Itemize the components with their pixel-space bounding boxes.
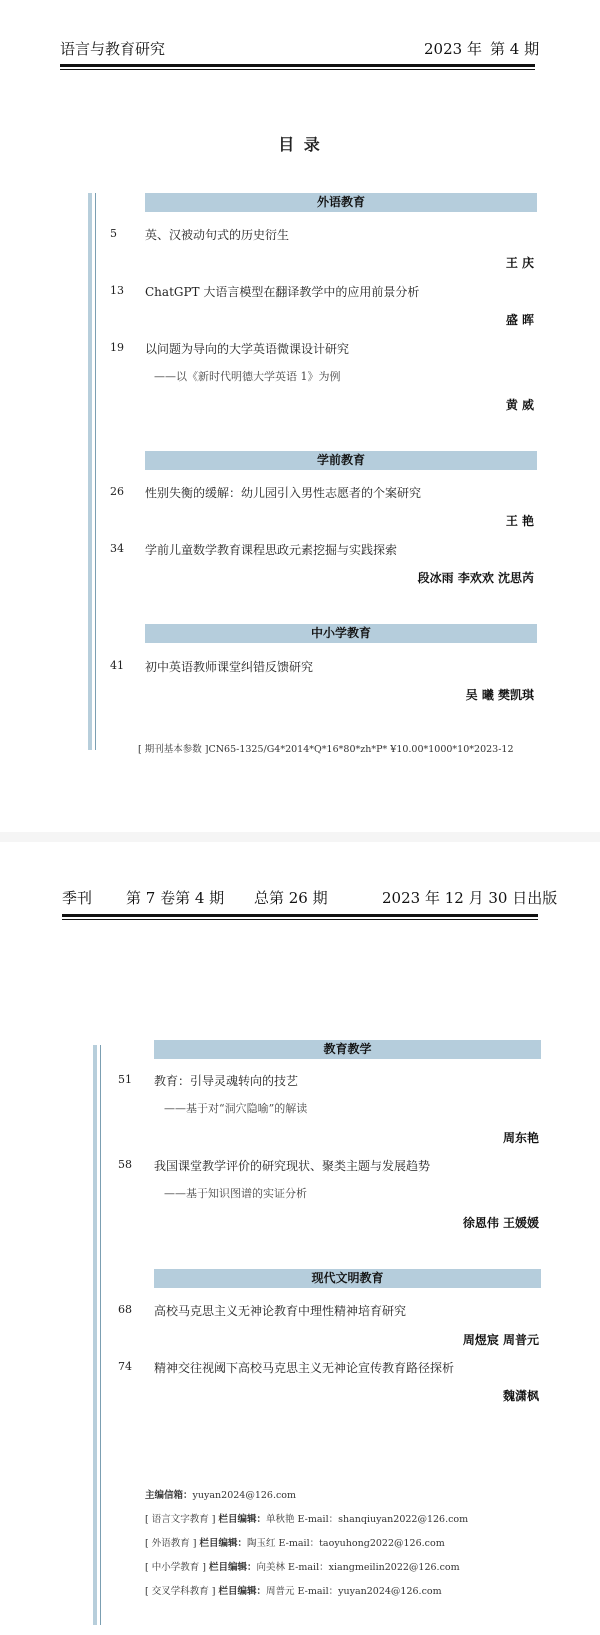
entry-authors: 周东艳 [502, 1131, 539, 1145]
column-editor-label: 栏目编辑： [208, 1562, 257, 1573]
editor-name: 周普元 [266, 1586, 295, 1597]
header-rule-thick [60, 64, 535, 67]
entry-authors: 黄 威 [505, 398, 534, 412]
entry-authors: 吴 曦 樊凯琪 [465, 688, 534, 702]
column-name: [ 中小学教育 ] [145, 1562, 209, 1573]
column-editor-label: 栏目编辑： [218, 1586, 266, 1597]
entry-page-number: 41 [110, 659, 124, 672]
header-total-issue: 总第 26 期 [254, 889, 328, 907]
editor-email[interactable]: E-mail：yuyan2024@126.com [297, 1586, 442, 1597]
section-header: 中小学教育 [145, 624, 537, 643]
entry-subtitle: ——基于对“洞穴隐喻”的解读 [164, 1102, 308, 1115]
column-name: [ 外语教育 ] [145, 1538, 200, 1549]
entry-page-number: 34 [110, 542, 124, 555]
decorative-side-bar [93, 1045, 97, 1625]
entry-title[interactable]: 英、汉被动句式的历史衍生 [145, 228, 290, 242]
entry-page-number: 19 [110, 341, 124, 354]
entry-authors: 王 庆 [505, 256, 534, 270]
entry-page-number: 51 [118, 1073, 132, 1086]
column-editor-label: 栏目编辑： [218, 1514, 266, 1525]
editor-email[interactable]: E-mail：shanqiuyan2022@126.com [297, 1514, 469, 1525]
column-name: [ 交叉学科教育 ] [145, 1586, 219, 1597]
column-editor-contact [145, 1583, 442, 1597]
entry-subtitle: ——基于知识图谱的实证分析 [164, 1187, 307, 1200]
editor-email[interactable]: E-mail：taoyuhong2022@126.com [278, 1538, 445, 1549]
entry-page-number: 74 [118, 1360, 132, 1373]
entry-authors: 王 艳 [505, 514, 534, 528]
entry-title[interactable]: 性别失衡的缓解：幼儿园引入男性志愿者的个案研究 [145, 486, 422, 500]
entry-page-number: 68 [118, 1303, 132, 1316]
entry-title[interactable]: 学前儿童数学教育课程思政元素挖掘与实践探索 [145, 543, 398, 557]
chief-editor-contact [145, 1487, 296, 1501]
editor-email[interactable]: E-mail：xiangmeilin2022@126.com [288, 1562, 460, 1573]
editor-name: 陶玉红 [247, 1538, 276, 1549]
entry-page-number: 58 [118, 1158, 132, 1171]
entry-authors: 段冰雨 李欢欢 沈思芮 [417, 571, 534, 585]
entry-title[interactable]: ChatGPT 大语言模型在翻译教学中的应用前景分析 [145, 285, 420, 299]
editor-name: 向美林 [256, 1562, 286, 1573]
entry-page-number: 13 [110, 284, 124, 297]
entry-title[interactable]: 教育：引导灵魂转向的技艺 [154, 1074, 299, 1088]
column-editor-contact [145, 1535, 445, 1549]
decorative-side-line [100, 1045, 101, 1625]
header-issue: 第 4 期 [490, 40, 540, 58]
header-year: 2023 年 [424, 40, 482, 58]
entry-subtitle: ——以《新时代明德大学英语 1》为例 [154, 370, 341, 383]
column-editor-contact [145, 1511, 468, 1525]
section-header: 外语教育 [145, 193, 537, 212]
entry-page-number: 5 [110, 227, 117, 240]
toc-page-2 [0, 842, 600, 1635]
chief-email[interactable]: yuyan2024@126.com [192, 1490, 297, 1501]
header-frequency: 季刊 [62, 889, 93, 907]
toc-title: 目 录 [278, 135, 322, 154]
header-rule-thick [62, 914, 538, 917]
section-header: 现代文明教育 [154, 1269, 541, 1288]
header-volume-issue: 第 7 卷第 4 期 [126, 889, 225, 907]
header-rule-thin [62, 919, 538, 920]
entry-page-number: 26 [110, 485, 124, 498]
header-rule-thin [60, 69, 535, 70]
entry-title[interactable]: 初中英语教师课堂纠错反馈研究 [145, 660, 314, 674]
entry-authors: 盛 晖 [505, 313, 534, 327]
entry-authors: 徐恩伟 王媛媛 [462, 1216, 539, 1230]
chief-email-label: 主编信箱： [145, 1490, 193, 1501]
section-header: 教育教学 [154, 1040, 541, 1059]
column-editor-label: 栏目编辑： [199, 1538, 247, 1549]
header-pub-date: 2023 年 12 月 30 日出版 [382, 889, 558, 907]
column-name: [ 语言文字教育 ] [145, 1514, 219, 1525]
journal-title: 语言与教育研究 [60, 40, 166, 58]
entry-authors: 周煜宸 周普元 [462, 1333, 539, 1347]
decorative-side-bar [88, 193, 92, 750]
column-editor-contact [145, 1559, 460, 1573]
entry-authors: 魏潇枫 [502, 1389, 539, 1403]
entry-title[interactable]: 精神交往视阈下高校马克思主义无神论宣传教育路径探析 [154, 1361, 455, 1375]
entry-title[interactable]: 以问题为导向的大学英语微课设计研究 [145, 342, 350, 356]
entry-title[interactable]: 高校马克思主义无神论教育中理性精神培育研究 [154, 1304, 407, 1318]
decorative-side-line [95, 193, 96, 750]
editor-name: 单秋艳 [266, 1514, 295, 1525]
section-header: 学前教育 [145, 451, 537, 470]
entry-title[interactable]: 我国课堂教学评价的研究现状、聚类主题与发展趋势 [154, 1159, 431, 1173]
journal-parameters: [ 期刊基本参数 ]CN65-1325/G4*2014*Q*16*80*zh*P* ¥10.00*1000*10*2023-12 [138, 744, 514, 755]
